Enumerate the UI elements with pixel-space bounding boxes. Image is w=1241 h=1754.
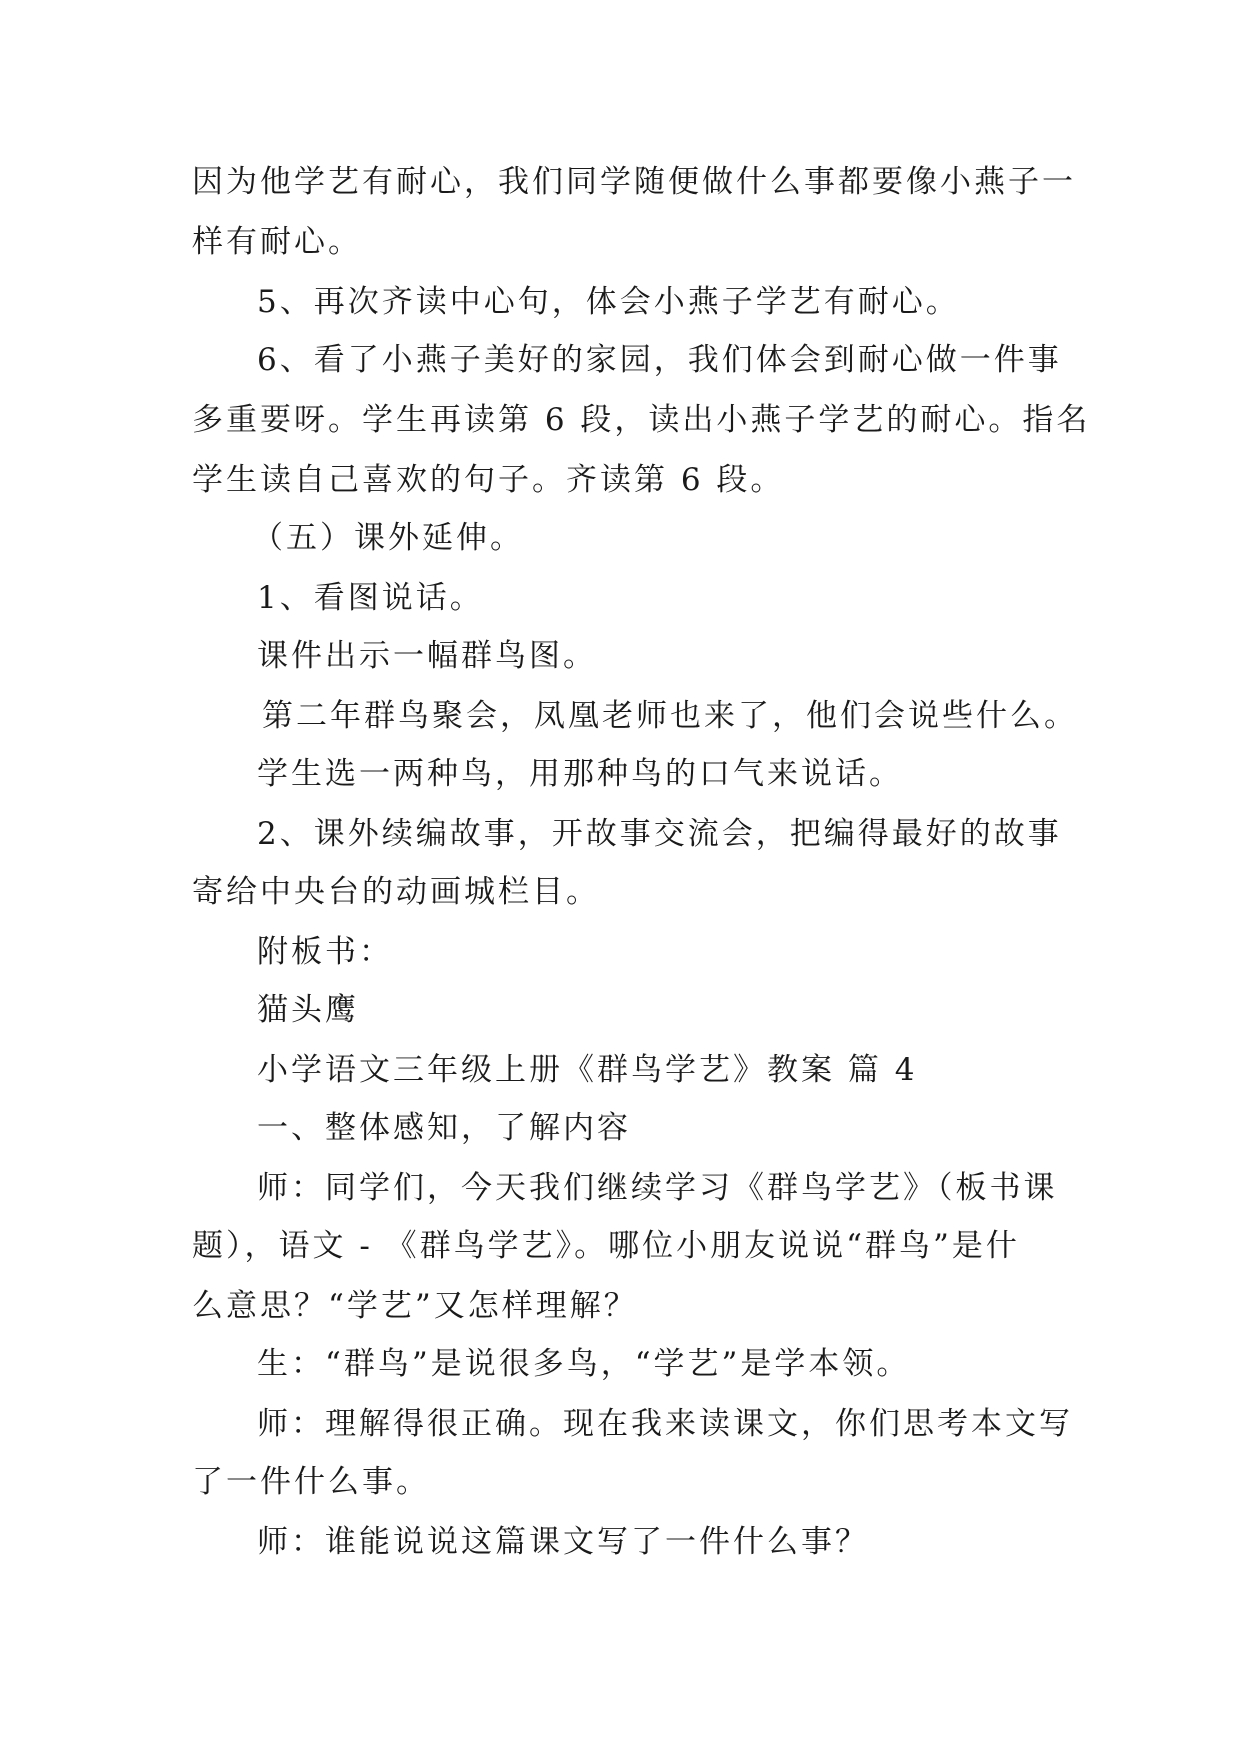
paragraph-line: 2、课外续编故事，开故事交流会，把编得最好的故事 [257,816,1062,852]
paragraph-line: 附板书： [257,934,393,970]
paragraph-line: 么意思？“学艺”又怎样理解？ [192,1288,638,1324]
paragraph-line: 师：同学们，今天我们继续学习《群鸟学艺》（板书课 [257,1170,1058,1206]
paragraph-line: 1、看图说话。 [257,580,484,616]
paragraph-line: 课件出示一幅群鸟图。 [257,638,597,674]
section-heading: （五）课外延伸。 [252,520,524,556]
paragraph-line: 师：理解得很正确。现在我来读课文，你们思考本文写 [257,1406,1073,1442]
paragraph-line: 了一件什么事。 [192,1464,430,1500]
paragraph-line: 样有耐心。 [192,224,362,260]
paragraph-line: 学生选一两种鸟，用那种鸟的口气来说话。 [257,756,903,792]
paragraph-line: 学生读自己喜欢的句子。齐读第 6 段。 [192,462,785,498]
section-title: 小学语文三年级上册《群鸟学艺》教案 篇 4 [257,1052,918,1088]
section-heading: 一、整体感知，了解内容 [257,1110,631,1146]
paragraph-line: 5、再次齐读中心句，体会小燕子学艺有耐心。 [257,284,960,320]
paragraph-line: 第二年群鸟聚会，凤凰老师也来了，他们会说些什么。 [262,698,1078,734]
paragraph-line: 6、看了小燕子美好的家园，我们体会到耐心做一件事 [257,342,1062,378]
paragraph-line: 生：“群鸟”是说很多鸟，“学艺”是学本领。 [257,1346,911,1382]
paragraph-line: 猫头鹰 [257,992,359,1028]
paragraph-line: 多重要呀。学生再读第 6 段，读出小燕子学艺的耐心。指名 [192,402,1091,438]
paragraph-line: 题），语文 - 《群鸟学艺》。哪位小朋友说说“群鸟”是什 [192,1228,1020,1264]
paragraph-line: 因为他学艺有耐心，我们同学随便做什么事都要像小燕子一 [192,164,1076,200]
paragraph-line: 寄给中央台的动画城栏目。 [192,874,600,910]
paragraph-line: 师：谁能说说这篇课文写了一件什么事？ [257,1524,869,1560]
